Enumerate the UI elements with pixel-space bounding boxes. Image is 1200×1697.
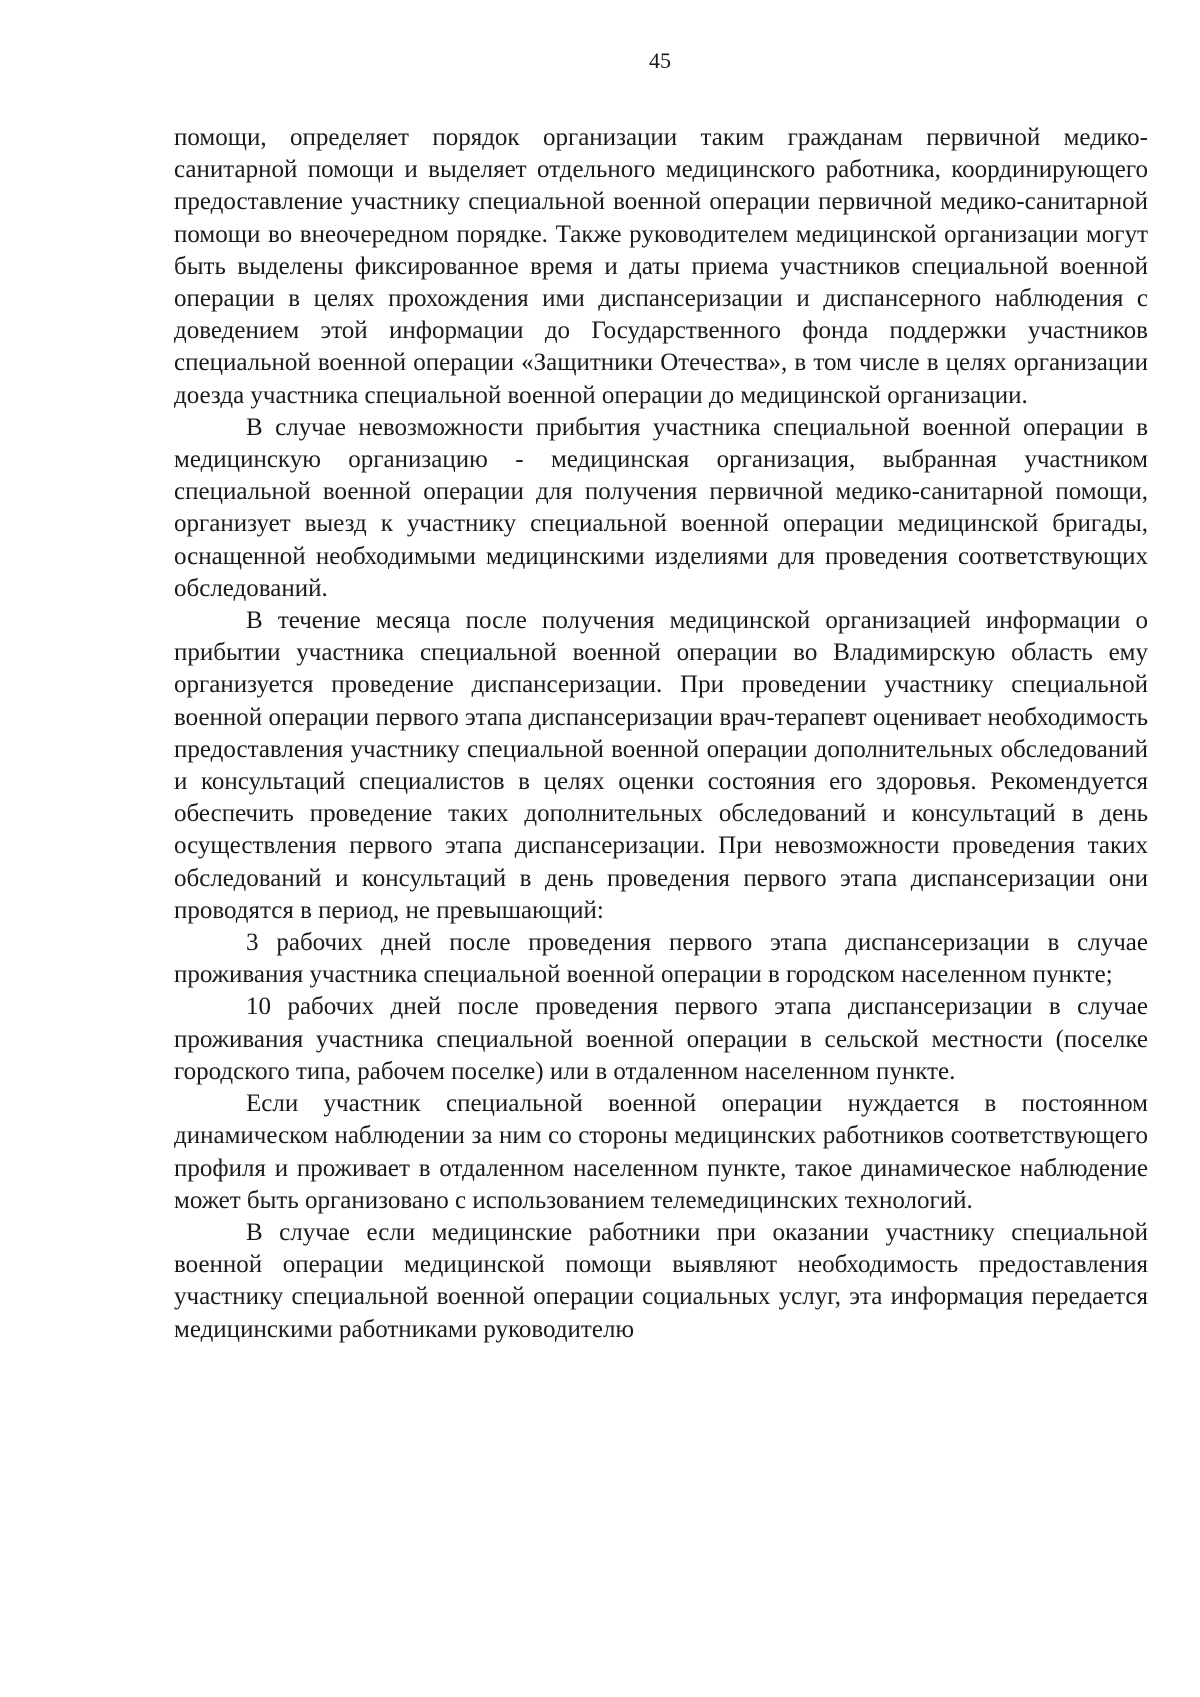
document-body	[174, 122, 1148, 1346]
paragraph-medical-brigade: В случае невозможности прибытия участника специальной военной операции в медицинскую организацию - медицинская организация, выбранная участником специальной военной операции для получения первичной медико-санитарной помощи, организует выезд к участнику специальной военной операции медицинской бригады, оснащенной необходимыми медицинскими изделиями для проведения соответствующих обследований.	[174, 413, 1148, 602]
paragraph-urban-term: 3 рабочих дней после проведения первого этапа диспансеризации в случае проживания участника специальной военной операции в городском населенном пункте;	[174, 929, 1148, 989]
page-number: 45	[649, 48, 671, 73]
paragraph-social-services: В случае если медицинские работники при оказании участнику специальной военной операции медицинской помощи выявляют необходимость предоставления участнику специальной военной операции социальных услуг, эта информация передается медицинскими работниками руководителю	[174, 1218, 1148, 1343]
paragraph-dispensarization: В течение месяца после получения медицинской организацией информации о прибытии участника специальной военной операции во Владимирскую область ему организуется проведение диспансеризации. При проведении участнику специальной военной операции первого этапа диспансеризации врач-терапевт оценивает необходимость предоставления участнику специальной военной операции дополнительных обследований и консультаций специалистов в целях оценки состояния его здоровья. Рекомендуется обеспечить проведение таких дополнительных обследований и консультаций в день осуществления первого этапа диспансеризации. При невозможности проведения таких обследований и консультаций в день проведения первого этапа диспансеризации они проводятся в период, не превышающий:	[174, 607, 1148, 924]
paragraph-continuation: помощи, определяет порядок организации таким гражданам первичной медико-санитарной помощи и выделяет отдельного медицинского работника, координирующего предоставление участнику специальной военной операции первичной медико-санитарной помощи во внеочередном порядке. Также руководителем медицинской организации могут быть выделены фиксированное время и даты приема участников специальной военной операции в целях прохождения ими диспансеризации и диспансерного наблюдения с доведением этой информации до Государственного фонда поддержки участников специальной военной операции «Защитники Отечества», в том числе в целях организации доезда участника специальной военной операции до медицинской организации.	[174, 124, 1148, 409]
paragraph-rural-term: 10 рабочих дней после проведения первого этапа диспансеризации в случае проживания участника специальной военной операции в сельской местности (поселке городского типа, рабочем поселке) или в отдаленном населенном пункте.	[174, 993, 1148, 1085]
paragraph-telemedicine: Если участник специальной военной операции нуждается в постоянном динамическом наблюдении за ним со стороны медицинских работников соответствующего профиля и проживает в отдаленном населенном пункте, такое динамическое наблюдение может быть организовано с использованием телемедицинских технологий.	[174, 1090, 1148, 1214]
